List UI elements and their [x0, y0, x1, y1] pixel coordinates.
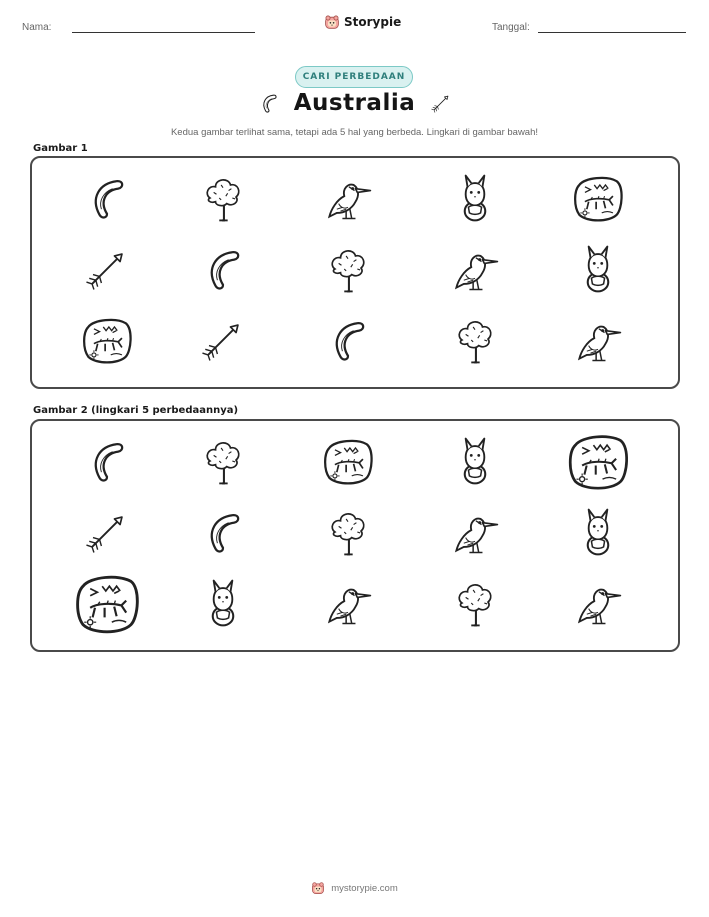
arrow-icon: [79, 241, 135, 297]
footer-link[interactable]: mystorypie.com: [331, 882, 398, 894]
activity-badge: CARI PERBEDAAN: [295, 66, 413, 88]
storypie-logo-icon: [324, 14, 340, 30]
picture2-panel[interactable]: [30, 419, 680, 652]
rock-art-icon: [570, 170, 626, 226]
boomerang-icon: [320, 312, 376, 368]
brand-logo: [324, 14, 401, 30]
footer: [0, 881, 709, 895]
arrow-icon[interactable]: [79, 504, 135, 560]
kookaburra-icon: [320, 170, 376, 226]
brand-name: Storypie: [344, 15, 402, 29]
kangaroo-icon[interactable]: [447, 433, 503, 489]
kookaburra-icon: [447, 241, 503, 297]
storypie-logo-icon: [311, 881, 325, 895]
tree-icon: [320, 241, 376, 297]
arrow-icon: [428, 90, 454, 116]
kangaroo-icon: [447, 170, 503, 226]
date-label: Tanggal:: [492, 22, 530, 33]
kookaburra-icon[interactable]: [570, 575, 626, 631]
tree-icon[interactable]: [320, 504, 376, 560]
name-line[interactable]: [72, 32, 255, 33]
picture1-label: Gambar 1: [33, 143, 88, 154]
date-line[interactable]: [538, 32, 686, 33]
tree-icon: [447, 312, 503, 368]
page-title: Australia: [293, 90, 416, 116]
boomerang-icon[interactable]: [195, 504, 251, 560]
rock-art-icon: [79, 312, 135, 368]
boomerang-icon[interactable]: [79, 433, 135, 489]
tree-icon[interactable]: [447, 575, 503, 631]
tree-icon: [195, 170, 251, 226]
kangaroo-icon[interactable]: [570, 504, 626, 560]
boomerang-icon: [195, 241, 251, 297]
kangaroo-icon: [570, 241, 626, 297]
arrow-icon: [195, 312, 251, 368]
kookaburra-icon[interactable]: [447, 504, 503, 560]
name-label: Nama:: [22, 22, 52, 33]
tree-icon[interactable]: [195, 433, 251, 489]
instructions: Kedua gambar terlihat sama, tetapi ada 5 hal yang berbeda. Lingkari di gambar bawah!: [170, 127, 539, 138]
rock-art-icon[interactable]: [320, 433, 376, 489]
kookaburra-icon: [570, 312, 626, 368]
boomerang-icon: [79, 170, 135, 226]
rock-art-icon[interactable]: [564, 427, 632, 495]
kangaroo-icon[interactable]: [195, 575, 251, 631]
picture2-label: Gambar 2 (lingkari 5 perbedaannya): [33, 405, 239, 416]
picture1-panel: [30, 156, 680, 389]
rock-art-icon[interactable]: [71, 567, 143, 639]
kookaburra-icon[interactable]: [320, 575, 376, 631]
